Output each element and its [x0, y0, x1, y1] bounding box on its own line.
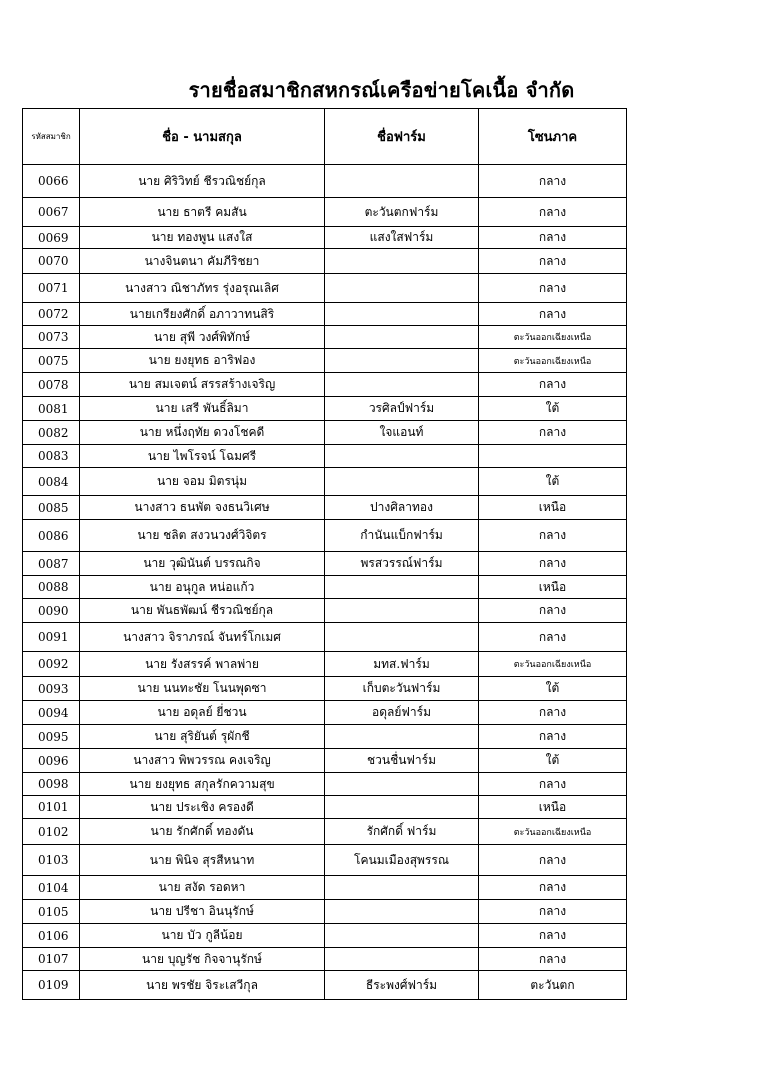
table-row [23, 701, 627, 725]
table-row [23, 819, 627, 845]
member-name-cell: นาย สุริยันต์ รุผักชี [80, 725, 325, 749]
table-row [23, 397, 627, 421]
table-row [23, 749, 627, 773]
member-code-cell: 0093 [23, 677, 80, 701]
table-header-row [23, 109, 627, 165]
member-name-cell: นาย สงัด รอดหา [80, 876, 325, 900]
member-name-cell: นางจินตนา คัมภีริชยา [80, 249, 325, 274]
members-table [22, 108, 627, 1000]
farm-name-cell [325, 948, 479, 971]
member-code-cell: 0094 [23, 701, 80, 725]
zone-cell: กลาง [479, 924, 627, 948]
table-row [23, 677, 627, 701]
zone-cell: เหนือ [479, 796, 627, 819]
table-row [23, 421, 627, 445]
member-code-cell: 0066 [23, 165, 80, 198]
table-row [23, 496, 627, 520]
member-name-cell: นาย สุพี วงศ์พิทักษ์ [80, 326, 325, 349]
member-name-cell: นางสาว ธนพัต จงธนวิเศษ [80, 496, 325, 520]
member-name-cell: นางสาว ณิชาภัทร รุ่งอรุณเลิศ [80, 274, 325, 303]
zone-cell: กลาง [479, 845, 627, 876]
farm-name-cell [325, 349, 479, 373]
member-code-cell: 0073 [23, 326, 80, 349]
zone-cell: กลาง [479, 701, 627, 725]
farm-name-cell [325, 924, 479, 948]
table-body [23, 165, 627, 1000]
member-code-cell: 0092 [23, 652, 80, 677]
table-row [23, 227, 627, 249]
farm-name-cell [325, 303, 479, 326]
table-row [23, 552, 627, 576]
member-code-cell: 0087 [23, 552, 80, 576]
farm-name-cell: ชวนชื่นฟาร์ม [325, 749, 479, 773]
header-member-code: รหัสสมาชิก [23, 109, 80, 165]
member-name-cell: นาย นนทะชัย โนนพุดซา [80, 677, 325, 701]
table-row [23, 725, 627, 749]
table-row [23, 876, 627, 900]
zone-cell: ใต้ [479, 677, 627, 701]
farm-name-cell [325, 373, 479, 397]
table-row [23, 326, 627, 349]
table-row [23, 445, 627, 468]
member-name-cell: นาย รังสรรค์ พาลพ่าย [80, 652, 325, 677]
member-name-cell: นางสาว พิพวรรณ คงเจริญ [80, 749, 325, 773]
farm-name-cell: ตะวันตกฟาร์ม [325, 198, 479, 227]
farm-name-cell [325, 900, 479, 924]
member-name-cell: นาย ปรีชา อินนุรักษ์ [80, 900, 325, 924]
farm-name-cell: โคนมเมืองสุพรรณ [325, 845, 479, 876]
zone-cell: ตะวันออกเฉียงเหนือ [479, 819, 627, 845]
zone-cell: กลาง [479, 725, 627, 749]
zone-cell: ตะวันออกเฉียงเหนือ [479, 326, 627, 349]
member-name-cell: นาย ยงยุทธ อาริฟอง [80, 349, 325, 373]
member-name-cell: นาย พันธพัฒน์ ชีรวณิชย์กุล [80, 599, 325, 623]
farm-name-cell [325, 326, 479, 349]
member-code-cell: 0082 [23, 421, 80, 445]
member-code-cell: 0098 [23, 773, 80, 796]
table-row [23, 576, 627, 599]
farm-name-cell: พรสวรรณ์ฟาร์ม [325, 552, 479, 576]
member-name-cell: นายเกรียงศักดิ์ อภาวาทนสิริ [80, 303, 325, 326]
member-code-cell: 0095 [23, 725, 80, 749]
member-name-cell: นาย วุฒินันต์ บรรณกิจ [80, 552, 325, 576]
zone-cell: กลาง [479, 227, 627, 249]
member-code-cell: 0084 [23, 468, 80, 496]
zone-cell: กลาง [479, 303, 627, 326]
table-row [23, 900, 627, 924]
member-name-cell: นาย บัว กูลีน้อย [80, 924, 325, 948]
document-title: รายชื่อสมาชิกสหกรณ์เครือข่ายโคเนื้อ จำกัด [188, 78, 575, 102]
member-name-cell: นาย เสรี พันธิ์ลิมา [80, 397, 325, 421]
member-name-cell: นาย อดุลย์ ยี่ชวน [80, 701, 325, 725]
table-row [23, 652, 627, 677]
zone-cell: กลาง [479, 948, 627, 971]
zone-cell: กลาง [479, 773, 627, 796]
farm-name-cell: เก็บตะวันฟาร์ม [325, 677, 479, 701]
farm-name-cell [325, 445, 479, 468]
zone-cell: กลาง [479, 876, 627, 900]
zone-cell: กลาง [479, 198, 627, 227]
table-row [23, 845, 627, 876]
member-code-cell: 0104 [23, 876, 80, 900]
member-code-cell: 0069 [23, 227, 80, 249]
table-row [23, 796, 627, 819]
zone-cell: กลาง [479, 552, 627, 576]
zone-cell: เหนือ [479, 576, 627, 599]
farm-name-cell: วรศิลป์ฟาร์ม [325, 397, 479, 421]
zone-cell: เหนือ [479, 496, 627, 520]
farm-name-cell [325, 796, 479, 819]
farm-name-cell [325, 725, 479, 749]
farm-name-cell: มทส.ฟาร์ม [325, 652, 479, 677]
farm-name-cell [325, 876, 479, 900]
member-name-cell: นาย จอม มิตรนุ่ม [80, 468, 325, 496]
member-code-cell: 0105 [23, 900, 80, 924]
zone-cell: กลาง [479, 165, 627, 198]
header-farm-name: ชื่อฟาร์ม [325, 109, 479, 165]
member-code-cell: 0081 [23, 397, 80, 421]
member-name-cell: นาย ศิริวิทย์ ชีรวณิชย์กุล [80, 165, 325, 198]
zone-cell: กลาง [479, 421, 627, 445]
farm-name-cell [325, 773, 479, 796]
member-code-cell: 0072 [23, 303, 80, 326]
member-name-cell: นาย ยงยุทธ สกุลรักความสุข [80, 773, 325, 796]
zone-cell: กลาง [479, 623, 627, 652]
zone-cell: กลาง [479, 274, 627, 303]
table-row [23, 948, 627, 971]
zone-cell: ตะวันออกเฉียงเหนือ [479, 652, 627, 677]
member-name-cell: นาย ไพโรจน์ โฉมศรี [80, 445, 325, 468]
member-code-cell: 0096 [23, 749, 80, 773]
member-code-cell: 0109 [23, 971, 80, 1000]
member-code-cell: 0102 [23, 819, 80, 845]
member-name-cell: นางสาว จิราภรณ์ จันทร์โกเมศ [80, 623, 325, 652]
farm-name-cell: ใจแอนท์ [325, 421, 479, 445]
member-name-cell: นาย ธาตรี คมสัน [80, 198, 325, 227]
member-code-cell: 0083 [23, 445, 80, 468]
header-full-name: ชื่อ - นามสกุล [80, 109, 325, 165]
member-code-cell: 0101 [23, 796, 80, 819]
member-code-cell: 0106 [23, 924, 80, 948]
member-code-cell: 0090 [23, 599, 80, 623]
zone-cell: กลาง [479, 599, 627, 623]
zone-cell: ตะวันออกเฉียงเหนือ [479, 349, 627, 373]
member-name-cell: นาย ประเชิง ครองดี [80, 796, 325, 819]
member-name-cell: นาย สมเจตน์ สรรสร้างเจริญ [80, 373, 325, 397]
member-name-cell: นาย ทองพูน แสงใส [80, 227, 325, 249]
member-name-cell: นาย พรชัย จิระเสวีกุล [80, 971, 325, 1000]
member-name-cell: นาย บุญรัช กิจจานุรักษ์ [80, 948, 325, 971]
zone-cell: ตะวันตก [479, 971, 627, 1000]
table-row [23, 274, 627, 303]
farm-name-cell [325, 468, 479, 496]
table-row [23, 520, 627, 552]
member-code-cell: 0107 [23, 948, 80, 971]
table-row [23, 303, 627, 326]
member-name-cell: นาย พินิจ สุรสีหนาท [80, 845, 325, 876]
member-name-cell: นาย อนุกูล หน่อแก้ว [80, 576, 325, 599]
table-row [23, 249, 627, 274]
table-row [23, 165, 627, 198]
zone-cell: ใต้ [479, 397, 627, 421]
member-code-cell: 0088 [23, 576, 80, 599]
table-row [23, 773, 627, 796]
zone-cell: กลาง [479, 900, 627, 924]
farm-name-cell [325, 599, 479, 623]
table-row [23, 373, 627, 397]
farm-name-cell [325, 623, 479, 652]
farm-name-cell [325, 576, 479, 599]
member-code-cell: 0091 [23, 623, 80, 652]
member-code-cell: 0071 [23, 274, 80, 303]
table-row [23, 198, 627, 227]
member-code-cell: 0078 [23, 373, 80, 397]
member-code-cell: 0075 [23, 349, 80, 373]
member-name-cell: นาย ชลิต สงวนวงศ์วิจิตร [80, 520, 325, 552]
table-row [23, 468, 627, 496]
farm-name-cell [325, 165, 479, 198]
zone-cell: กลาง [479, 249, 627, 274]
table-row [23, 599, 627, 623]
farm-name-cell: ธีระพงศ์ฟาร์ม [325, 971, 479, 1000]
table-row [23, 971, 627, 1000]
member-code-cell: 0085 [23, 496, 80, 520]
table-row [23, 623, 627, 652]
member-code-cell: 0103 [23, 845, 80, 876]
zone-cell: กลาง [479, 520, 627, 552]
header-zone: โซนภาค [479, 109, 627, 165]
farm-name-cell: แสงใสฟาร์ม [325, 227, 479, 249]
zone-cell: ใต้ [479, 749, 627, 773]
table-row [23, 924, 627, 948]
member-code-cell: 0086 [23, 520, 80, 552]
zone-cell: กลาง [479, 373, 627, 397]
farm-name-cell [325, 249, 479, 274]
member-name-cell: นาย รักศักดิ์ ทองดัน [80, 819, 325, 845]
farm-name-cell: ปางศิลาทอง [325, 496, 479, 520]
zone-cell: ใต้ [479, 468, 627, 496]
member-code-cell: 0067 [23, 198, 80, 227]
member-name-cell: นาย หนึ่งฤทัย ดวงโชคดี [80, 421, 325, 445]
farm-name-cell: รักศักดิ์ ฟาร์ม [325, 819, 479, 845]
zone-cell [479, 445, 627, 468]
table-row [23, 349, 627, 373]
farm-name-cell: อดุลย์ฟาร์ม [325, 701, 479, 725]
farm-name-cell [325, 274, 479, 303]
farm-name-cell: กำนันแบ็กฟาร์ม [325, 520, 479, 552]
member-code-cell: 0070 [23, 249, 80, 274]
